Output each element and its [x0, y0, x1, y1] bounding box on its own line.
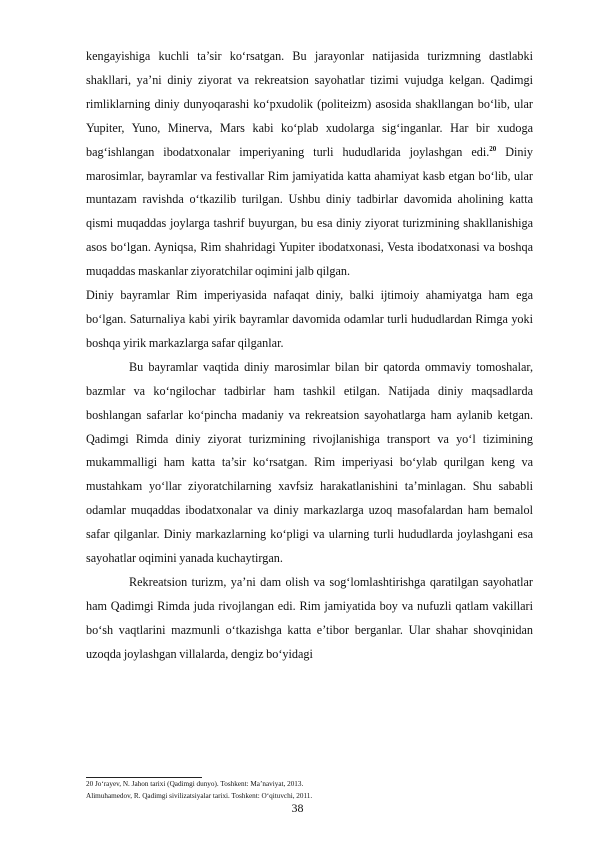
paragraph-2: Diniy bayramlar Rim imperiyasida nafaqat diniy, balki ijtimoiy ahamiyatga ham ega bo‘lgan. Saturnaliya kabi yirik bayramlar davomida odamlar turli hududlardan Rimga yoki boshqa yirik markazlarga safar qilganlar. [86, 288, 533, 350]
paragraph-3: Bu bayramlar vaqtida diniy marosimlar bilan bir qatorda ommaviy tomoshalar, bazmlar va ko‘ngilochar tadbirlar ham tashkil etilgan. Natijada diniy maqsadlarda boshlangan safarlar ko‘pincha madaniy va rekreatsion sayohatlarga ham aylanib ketgan. Qadimgi Rimda diniy ziyorat turizmining rivojlanishiga transport va yo‘l tizimining mukammalligi ham katta ta’sir ko‘rsatgan. Rim imperiyasi bo‘ylab qurilgan keng va mustahkam yo‘llar ziyoratchilarning xavfsiz harakatlanishini ta’minlagan. Shu sababli odamlar muqaddas ibodatxonalar va diniy markazlarga uzoq masofalardan ham bemalol safar qilganlar. Diniy markazlarning ko‘pligi va ularning turli hududlarda joylashgani esa sayohatlar oqimini yanada kuchaytirgan. [86, 359, 533, 566]
footnote-20: 20 Jo‘rayev, N. Jahon tarixi (Qadimgi dunyo). Toshkent: Ma’naviyat, 2013. [86, 780, 304, 788]
body-text [86, 45, 533, 667]
page-number: 38 [291, 801, 304, 815]
paragraph-1-text: kengayishiga kuchli ta’sir ko‘rsatgan. Bu jarayonlar natijasida turizmning dastlabki shakllari, ya’ni diniy ziyorat va rekreatsion sayohatlar tizimi vujudga kelgan. Qadimgi rimliklarning diniy dunyoqarashi ko‘pxudolik (politeizm) asosida shakllangan bo‘lib, ular Yupiter, Yuno, Minerva, Mars kabi ko‘plab xudolarga sig‘inganlar. Har bir xudoga bag‘ishlangan ibodatxonalar imperiyaning turli hududlarida joylashgan edi. [86, 49, 533, 159]
paragraph-4: Rekreatsion turizm, ya’ni dam olish va sog‘lomlashtirishga qaratilgan sayohatlar ham Qadimgi Rimda juda rivojlangan edi. Rim jamiyatida boy va nufuzli qatlam vakillari bo‘sh vaqtlarini mazmunli o‘tkazishga katta e’tibor berganlar. Ular shahar shovqinidan uzoqda joylashgan villalarda, dengiz bo‘yidagi [86, 574, 533, 661]
footnotes [86, 779, 533, 802]
paragraph-1-continuation: Diniy marosimlar, bayramlar va festivallar Rim jamiyatida katta ahamiyat kasb etgan bo‘lib, ular muntazam ravishda o‘tkazilib turilgan. Ushbu diniy tadbirlar davomida aholining katta qismi muqaddas joylarga tashrif buyurgan, bu esa diniy ziyorat turizmining shakllanishiga asos bo‘lgan. Ayniqsa, Rim shahridagi Yupiter ibodatxonasi, Vesta ibodatxonasi va boshqa muqaddas maskanlar ziyoratchilar oqimini jalb qilgan. [86, 144, 533, 279]
footnote-reference-2: Alimuhamedov, R. Qadimgi sivilizatsiyalar tarixi. Toshkent: O‘qituvchi, 2011. [86, 791, 313, 800]
footnote-reference[interactable]: 20 [489, 144, 497, 153]
footnote-divider [86, 777, 202, 778]
paragraph-1 [86, 45, 533, 284]
